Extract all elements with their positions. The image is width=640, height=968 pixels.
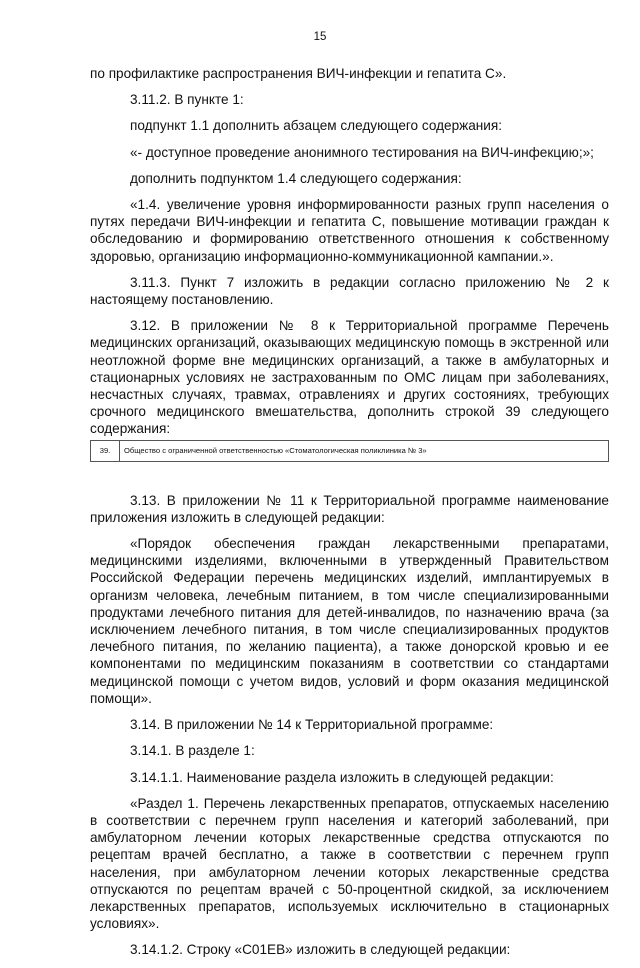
table-cell-organization: Общество с ограниченной ответственностью «Стоматологическая поликлиника № 3»	[120, 440, 609, 461]
paragraph: 3.12. В приложении № 8 к Территориальной программе Перечень медицинских организаций, оказывающих медицинскую помощь в экстренной или неотложной форме вне медицинских организаций, а также в амбулаторных и стационарных условиях не застрахованным по ОМС лицам при заболеваниях, несчастных случаях, травмах, отравлениях и других состояниях, требующих срочного медицинского вмешательства, дополнить строкой 39 следующего содержания:	[90, 318, 609, 437]
table-row	[91, 440, 609, 461]
paragraph: 3.13. В приложении № 11 к Территориальной программе наименование приложения изложить в следующей редакции:	[90, 492, 609, 525]
paragraph: 3.14.1.1. Наименование раздела изложить в следующей редакции:	[130, 769, 554, 785]
organizations-table	[90, 440, 609, 462]
paragraph: 3.14.1. В разделе 1:	[130, 743, 255, 759]
paragraph: 3.11.2. В пункте 1:	[130, 92, 244, 108]
table-cell-number: 39.	[91, 440, 120, 461]
paragraph: «Раздел 1. Перечень лекарственных препаратов, отпускаемых населению в соответствии с перечнем групп населения и категорий заболеваний, при амбулаторном лечении которых лекарственные средства отпускаются по рецептам врачей бесплатно, а также в соответствии с перечнем групп населения, при амбулаторном лечении которых лекарственные средства отпускаются по рецептам врачей с 50-процентной скидкой, за исключением лекарственных препаратов, используемых исключительно в стационарных условиях».	[90, 795, 609, 932]
page-number: 15	[313, 31, 327, 43]
paragraph: 3.11.3. Пункт 7 изложить в редакции согласно приложению № 2 к настоящему постановлению.	[90, 274, 609, 308]
paragraph: подпункт 1.1 дополнить абзацем следующего содержания:	[130, 118, 503, 134]
paragraph: «1.4. увеличение уровня информированности разных групп населения о путях передачи ВИЧ-инфекции и гепатита С, повышение мотивации граждан к обследованию и формированию ответственного отношения к собственному здоровью, организацию информационно-коммуникационной кампании.».	[90, 197, 609, 264]
paragraph: дополнить подпунктом 1.4 следующего содержания:	[130, 170, 462, 186]
paragraph: 3.14.1.2. Строку «С01ЕВ» изложить в следующей редакции:	[130, 942, 511, 958]
document-body	[90, 65, 609, 968]
paragraph: «Порядок обеспечения граждан лекарственными препаратами, медицинскими изделиями, включенными в утвержденный Правительством Российской Федерации перечень медицинских изделий, имплантируемых в организм человека, лечебным питанием, в том числе специализированными продуктами лечебного питания для детей-инвалидов, по назначению врача (за исключением лечебного питания, в том числе специализированных продуктов лечебного питания, по желанию пациента), а также донорской кровью и ее компонентами по медицинским показаниям в соответствии со стандартами медицинской помощи с учетом видов, условий и форм оказания медицинской помощи».	[90, 536, 609, 706]
paragraph: «- доступное проведение анонимного тестирования на ВИЧ-инфекцию;»;	[130, 144, 594, 160]
paragraph: по профилактике распространения ВИЧ-инфекции и гепатита С».	[90, 66, 507, 81]
paragraph: 3.14. В приложении № 14 к Территориальной программе:	[130, 717, 494, 733]
